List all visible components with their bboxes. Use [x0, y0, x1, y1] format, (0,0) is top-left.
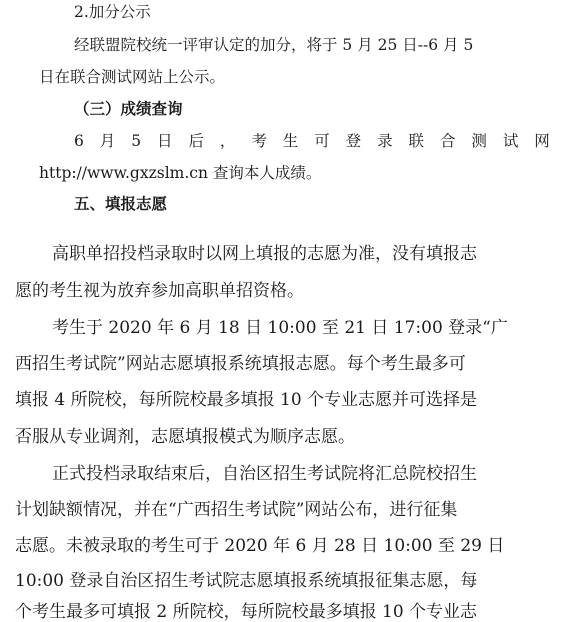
paragraph-2-line-2: 西招生考试院”网站志愿填报系统填报志愿。每个考生最多可: [15, 354, 466, 374]
char: 生: [282, 132, 299, 150]
char: 测: [471, 132, 487, 150]
paragraph-2-line-3: 填报 4 所院校，每所院校最多填报 10 个专业志愿并可选择是: [15, 390, 478, 410]
char: 可: [314, 132, 330, 150]
char: 录: [377, 132, 393, 150]
section-5-heading: 五、填报志愿: [74, 194, 168, 213]
paragraph-3-line-1: 正式投档录取结束后，自治区招生考试院将汇总院校招生: [52, 464, 477, 484]
char: 6: [74, 132, 84, 150]
char: 合: [439, 132, 456, 150]
char: 考: [251, 132, 267, 150]
paragraph-3-line-2: 计划缺额情况，并在“广西招生考试院”网站公布，进行征集: [15, 500, 458, 520]
section-2-line-2: 日在联合测试网站上公示。: [39, 68, 226, 86]
section-3-heading: （三）成绩查询: [74, 99, 183, 118]
section-3-line-1: [74, 134, 550, 150]
paragraph-1-line-1: 高职单招投档录取时以网上填报的志愿为准，没有填报志: [52, 244, 477, 264]
char: 联: [408, 132, 425, 150]
section-3-line-2: http://www.gxzslm.cn 查询本人成绩。: [39, 164, 322, 182]
paragraph-2-line-4: 否服从专业调剂，志愿填报模式为顺序志愿。: [15, 427, 355, 447]
char: 后: [188, 132, 204, 150]
char: ，: [219, 132, 236, 150]
char: 登: [345, 132, 362, 150]
paragraph-3-line-4: 10:00 登录自治区招生考试院志愿填报系统填报征集志愿，每: [15, 571, 478, 591]
char: 5: [131, 132, 142, 150]
char: 试: [502, 132, 519, 150]
char: 网: [534, 132, 550, 150]
paragraph-3-line-5: 个考生最多可填报 2 所院校，每所院校最多填报 10 个专业志: [15, 602, 478, 622]
paragraph-1-line-2: 愿的考生视为放弃参加高职单招资格。: [15, 281, 304, 301]
paragraph-2-line-1: 考生于 2020 年 6 月 18 日 10:00 至 21 日 17:00 登录“广: [52, 318, 508, 338]
char: 月: [99, 132, 116, 150]
section-2-line-1: 经联盟院校统一评审认定的加分，将于 5 月 25 日--6 月 5: [74, 36, 474, 54]
section-2-heading: 2.加分公示: [74, 3, 151, 21]
paragraph-3-line-3: 志愿。未被录取的考生可于 2020 年 6 月 28 日 10:00 至 29 日: [15, 536, 505, 556]
char: 日: [157, 132, 173, 150]
